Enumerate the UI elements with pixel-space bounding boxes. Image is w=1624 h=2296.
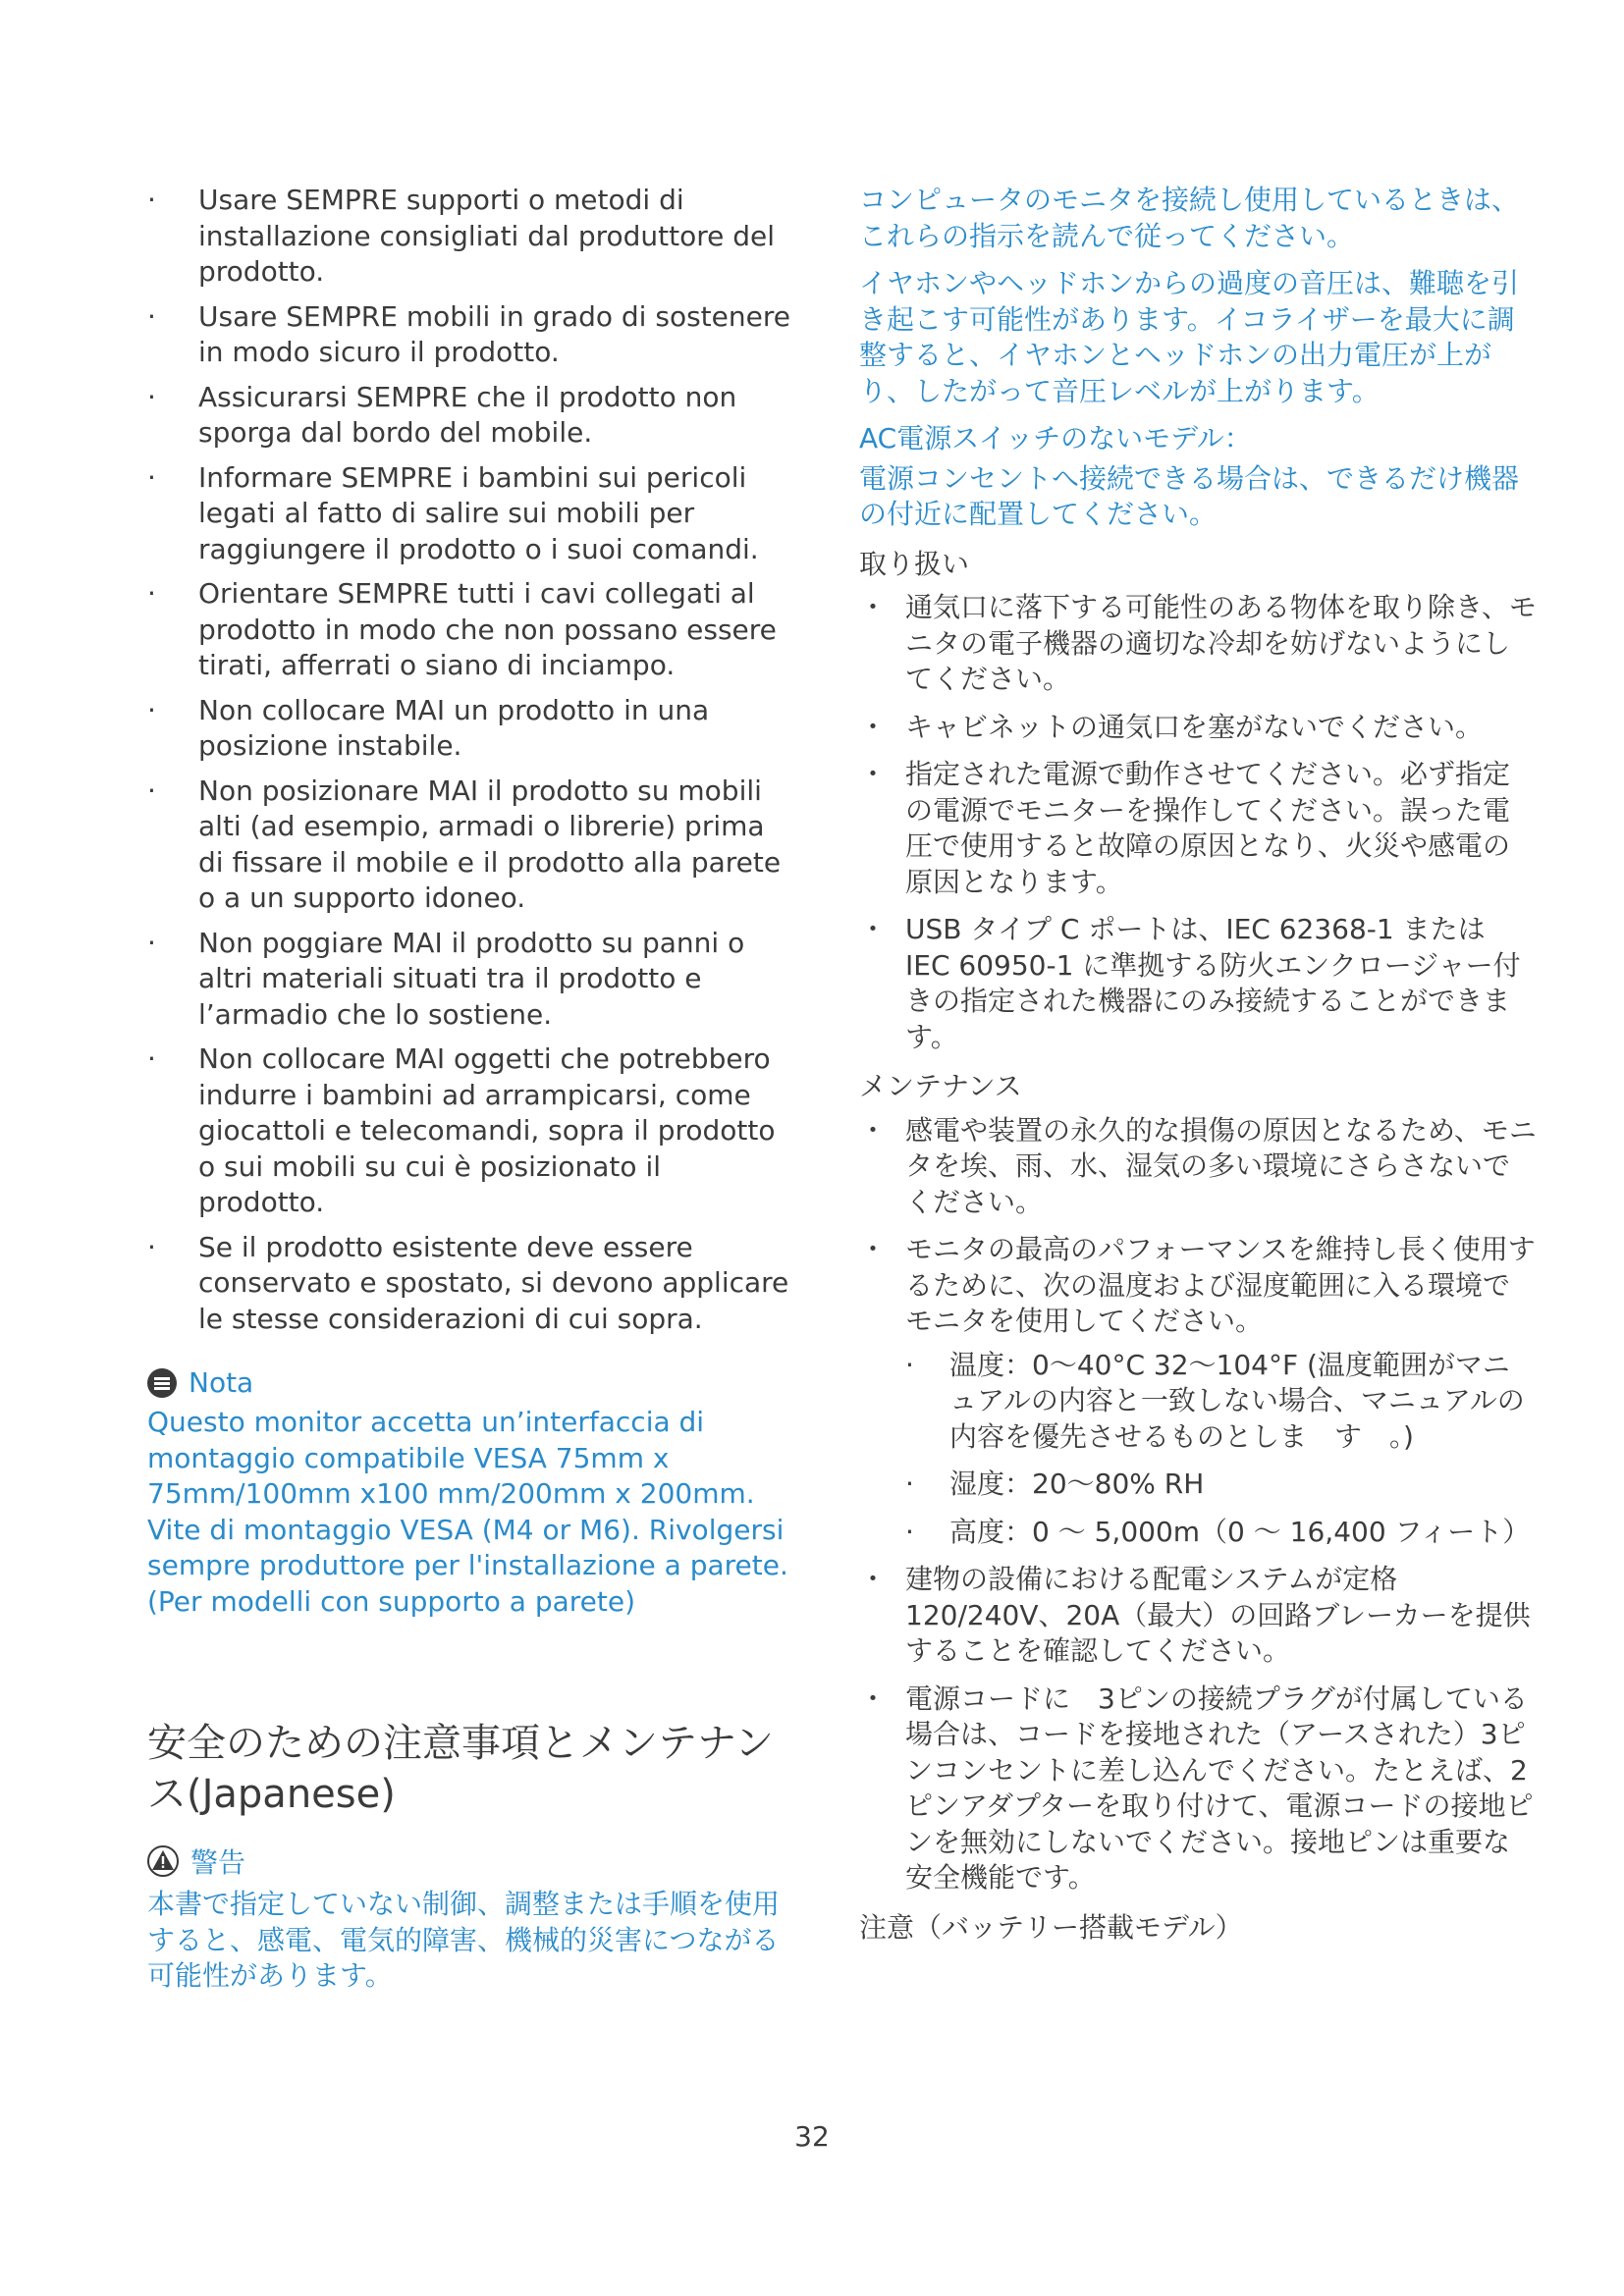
bullet: · [905,1468,914,1500]
list-item [147,774,795,917]
list-item-text: 電源コードに 3ピンの接続プラグが付属している場合は、コードを接地された（アースされた）3ピンコンセントに差し込んでください。たとえば、2ピンアダプターを取り付けて、電源コードの接地ピンを無効にしないでください。接地ピンは重要な安全機能です。 [905,1682,1534,1894]
list-item-text: Usare SEMPRE mobili in grado di sostenere in modo sicuro il prodotto. [198,299,790,368]
bullet: · [147,380,156,413]
list-item-text: Non collocare MAI un prodotto in una posizione instabile. [198,693,710,762]
note-text: Questo monitor accetta un’interfaccia di montaggio compatibile VESA 75mm x 75mm/100mm x100 mm/200mm x 200mm. Vite di montaggio VESA (M4 or M6). Rivolgersi sempre produttore per l'installazione a parete. (Per modelli con supporto a parete) [147,1406,788,1618]
bullet: · [147,1230,156,1263]
bullet: ・ [859,758,888,790]
list-item [147,576,795,684]
bullet: ・ [859,591,888,623]
bullet: · [147,460,156,494]
outlet-paragraph: 電源コンセントへ接続できる場合は、できるだけ機器の付近に配置してください。 [859,461,1520,530]
maintenance-list [859,1113,1537,1896]
page-number: 32 [794,2120,830,2153]
list-item-text: 感電や装置の永久的な損傷の原因となるため、モニタを埃、雨、水、湿気の多い環境にさらさないでください。 [905,1113,1537,1218]
bullet: · [147,299,156,333]
list-item [859,1682,1537,1896]
list-item [859,590,1537,698]
bullet: ・ [859,1233,888,1265]
environment-sublist [905,1348,1537,1551]
italian-safety-list [147,183,795,1337]
list-item [147,926,795,1034]
sublist-item [905,1467,1537,1503]
note-header [147,1366,795,1399]
left-column [147,183,795,1995]
list-item [147,1041,795,1221]
note-label: Nota [189,1366,254,1399]
bullet: ・ [859,1563,888,1595]
bullet: ・ [859,710,888,743]
bullet: · [147,577,156,610]
warning-label: 警告 [190,1846,246,1879]
list-item [147,380,795,452]
handling-heading: 取り扱い [859,547,970,580]
note-icon [147,1368,177,1398]
warning-triangle-icon [147,1845,179,1877]
list-item [147,183,795,291]
list-item [859,1113,1537,1221]
bullet: · [147,1042,156,1075]
section-title: 安全のための注意事項とメンテナンス(Japanese) [147,1721,774,1817]
list-item-text: Non posizionare MAI il prodotto su mobili alti (ad esempio, armadi o librerie) prima di fissare il mobile e il prodotto alla parete o a un supporto idoneo. [198,774,782,914]
list-item-text: Se il prodotto esistente deve essere conservato e spostato, si devono applicare le stesse considerazioni di cui sopra. [198,1230,789,1335]
bullet: · [147,774,156,807]
list-item [147,299,795,371]
bullet: · [147,693,156,726]
bullet: · [147,184,156,216]
hearing-warning-paragraph: イヤホンやヘッドホンからの過度の音圧は、難聴を引き起こす可能性があります。イコライザーを最大に調整すると、イヤホンとヘッドホンの出力電圧が上がり、したがって音圧レベルが上がります。 [859,267,1520,407]
right-column [859,183,1537,1953]
list-item [147,693,795,765]
maintenance-heading: メンテナンス [859,1070,1022,1102]
list-item [859,710,1537,746]
warning-text: 本書で指定していない制御、調整または手順を使用すると、感電、電気的障害、機械的災害につながる可能性があります。 [147,1888,781,1992]
bullet: ・ [859,1113,888,1147]
list-item-text: USB タイプ C ポートは、IEC 62368-1 または IEC 60950-1 に準拠する防火エンクロージャー付きの指定された機器にのみ接続することができます。 [905,913,1521,1053]
list-item [859,1232,1537,1550]
sublist-item [905,1348,1537,1456]
list-item [859,1562,1537,1670]
list-item-text: 指定された電源で動作させてください。必ず指定の電源でモニターを操作してください。誤った電圧で使用すると故障の原因となり、火災や感電の原因となります。 [905,758,1511,898]
list-item-text: キャビネットの通気口を塞がないでください。 [905,710,1484,743]
ac-switch-heading: AC電源スイッチのないモデル： [859,422,1252,454]
list-item [859,757,1537,900]
list-item-text: 建物の設備における配電システムが定格120/240V、20A（最大）の回路ブレーカーを提供することを確認してください。 [905,1563,1531,1667]
bullet: · [147,926,156,959]
list-item [859,912,1537,1055]
list-item-text: 通気口に落下する可能性のある物体を取り除き、モニタの電子機器の適切な冷却を妨げないようにしてください。 [905,591,1537,695]
bullet: ・ [859,1682,888,1715]
list-item-text: Assicurarsi SEMPRE che il prodotto non sporga dal bordo del mobile. [198,380,737,449]
sublist-item-text: 温度：0～40°C 32～104°F (温度範囲がマニュアルの内容と一致しない場合、マニュアルの内容を優先させるものとしま す 。) [949,1348,1525,1453]
list-item-text: モニタの最高のパフォーマンスを維持し長く使用するために、次の温度および湿度範囲に入る環境でモニタを使用してください。 [905,1233,1536,1337]
intro-paragraph: コンピュータのモニタを接続し使用しているときは、これらの指示を読んで従ってください。 [859,184,1520,252]
list-item-text: Usare SEMPRE supporti o metodi di installazione consigliati dal produttore del prodotto. [198,184,776,288]
list-item-text: Informare SEMPRE i bambini sui pericoli legati al fatto di salire sui mobili per raggiungere il prodotto o i suoi comandi. [198,460,759,565]
list-item [147,460,795,568]
caution-heading: 注意（バッテリー搭載モデル） [859,1910,1243,1944]
bullet: · [905,1348,914,1381]
handling-list [859,590,1537,1055]
list-item-text: Orientare SEMPRE tutti i cavi collegati al prodotto in modo che non possano essere tirati, afferrati o siano di inciampo. [198,577,777,681]
sublist-item-text: 湿度：20～80% RH [949,1468,1205,1500]
bullet: · [905,1515,914,1548]
list-item-text: Non collocare MAI oggetti che potrebbero indurre i bambini ad arrampicarsi, come giocattoli e telecomandi, sopra il prodotto o sui mobili su cui è posizionato il prodotto. [198,1042,776,1218]
sublist-item-text: 高度：0 ～ 5,000m（0 ～ 16,400 フィート） [949,1515,1531,1548]
list-item [147,1230,795,1338]
bullet: ・ [859,913,888,945]
list-item-text: Non poggiare MAI il prodotto su panni o altri materiali situati tra il prodotto e l’armadio che lo sostiene. [198,926,745,1031]
sublist-item [905,1515,1537,1551]
warning-header [147,1842,795,1881]
